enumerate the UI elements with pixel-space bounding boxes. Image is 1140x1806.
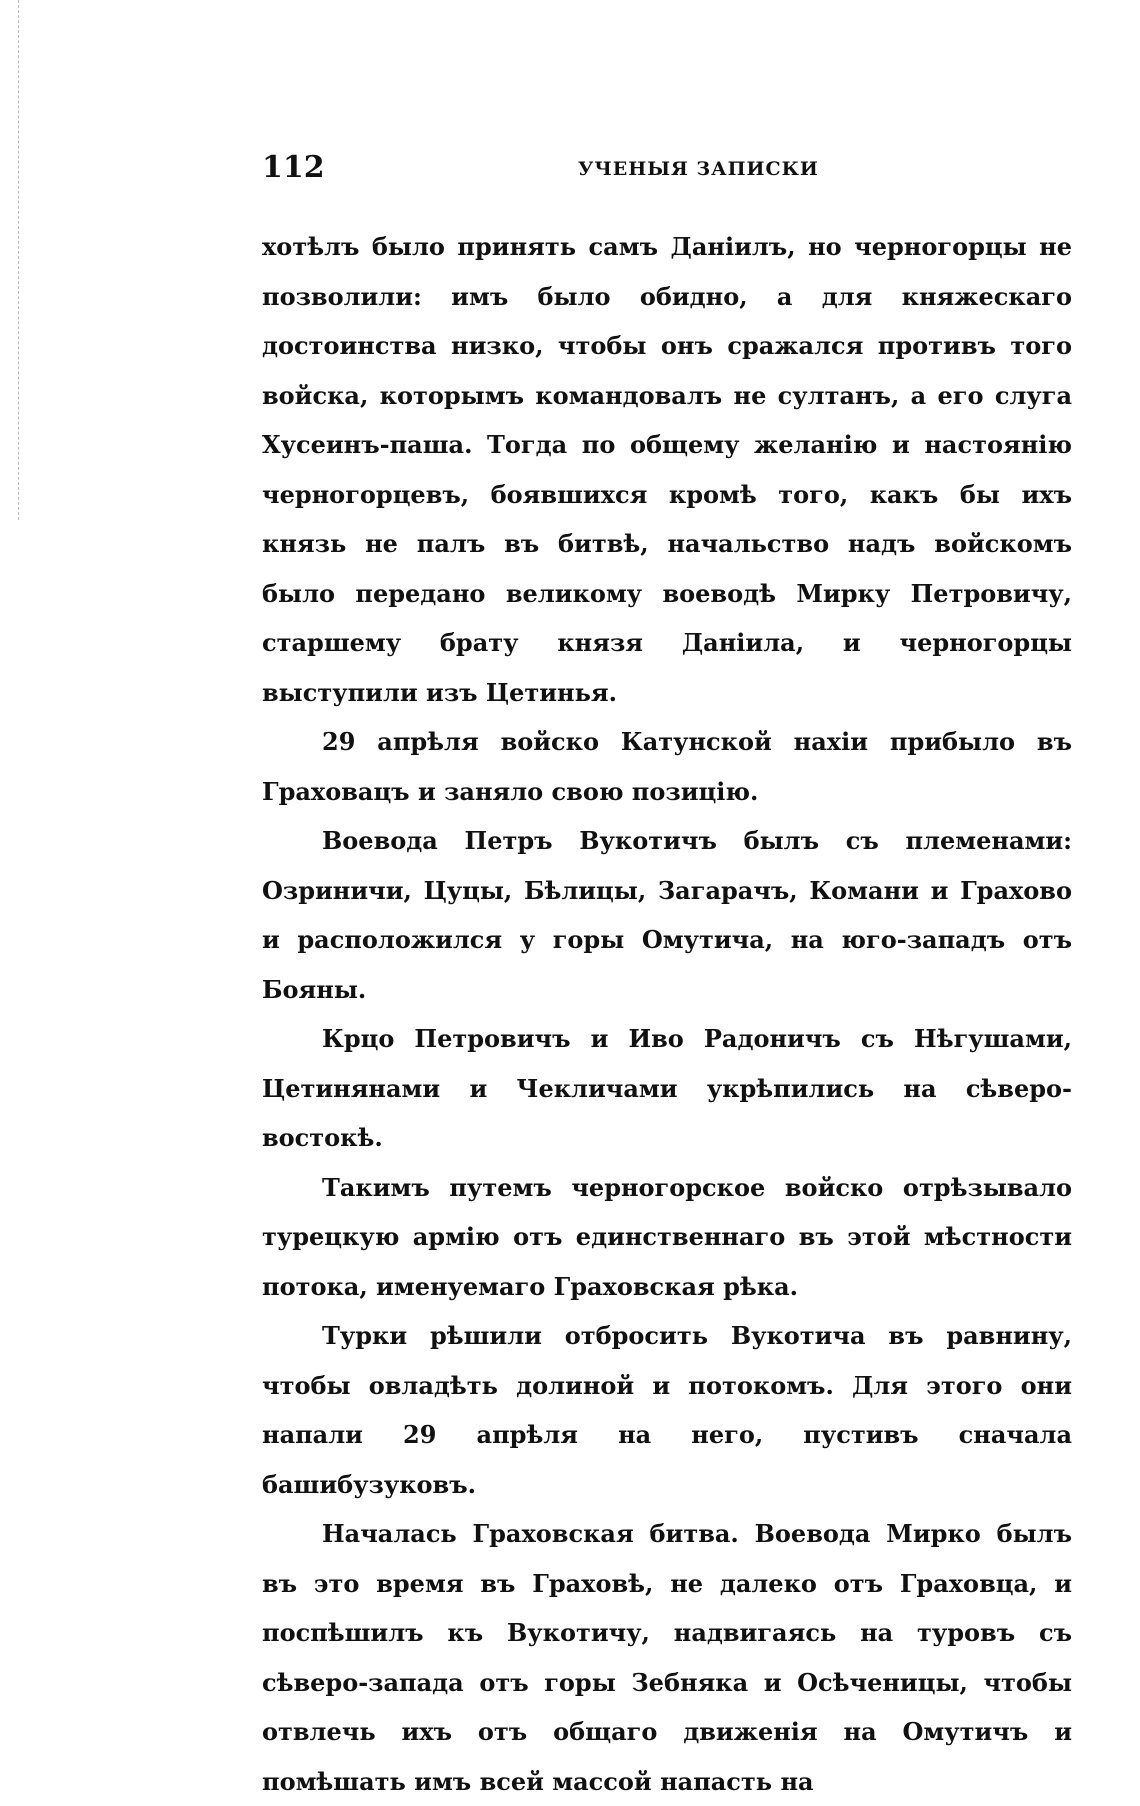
page-number: 112 (262, 150, 325, 185)
scan-edge-line (18, 0, 20, 520)
page-header (262, 150, 1082, 190)
running-head: УЧЕНЫЯ ЗАПИСКИ (578, 158, 819, 180)
paragraph: 29 апрѣля войско Катунской нахіи прибыло въ Граховацъ и заняло свою позицію. (262, 727, 1072, 806)
paragraph: Такимъ путемъ черногорское войско отрѣзывало турецкую армію отъ единственнаго въ этой мѣстности потока, именуемаго Граховская рѣка. (262, 1172, 1072, 1301)
paragraph: Турки рѣшили отбросить Вукотича въ равнину, чтобы овладѣть долиной и потокомъ. Для этого они напали 29 апрѣля на него, пустивъ сначала башибузуковъ. (262, 1321, 1072, 1499)
paragraph: хотѣлъ было принять самъ Даніилъ, но черногорцы не позволили: имъ было обидно, а для княжескаго достоинства низко, чтобы онъ сражался противъ того войска, которымъ командовалъ не султанъ, а его слуга Хусеинъ-паша. Тогда по общему желанію и настоянію черногорцевъ, боявшихся кромѣ того, какъ бы ихъ князь не палъ въ битвѣ, начальство надъ войскомъ было передано великому воеводѣ Мирку Петровичу, старшему брату князя Даніила, и черногорцы выступили изъ Цетинья. (262, 232, 1072, 707)
paragraph: Крцо Петровичъ и Иво Радоничъ съ Нѣгушами, Цетинянами и Чекличами укрѣпились на сѣверо-востокѣ. (262, 1024, 1072, 1152)
paragraph: Началась Граховская битва. Воевода Мирко былъ въ это время въ Граховѣ, не далеко отъ Граховца, и поспѣшилъ къ Вукотичу, надвигаясь на туровъ съ сѣверо-запада отъ горы Зебняка и Осѣченицы, чтобы отвлечь ихъ отъ общаго движенія на Омутичъ и помѣшать имъ всей массой напасть на (262, 1519, 1072, 1796)
body-text (262, 222, 1072, 1806)
paragraph: Воевода Петръ Вукотичъ былъ съ племенами: Озриничи, Цуцы, Бѣлицы, Загарачъ, Комани и Грахово и расположился у горы Омутича, на юго-западъ отъ Бояны. (262, 826, 1072, 1004)
